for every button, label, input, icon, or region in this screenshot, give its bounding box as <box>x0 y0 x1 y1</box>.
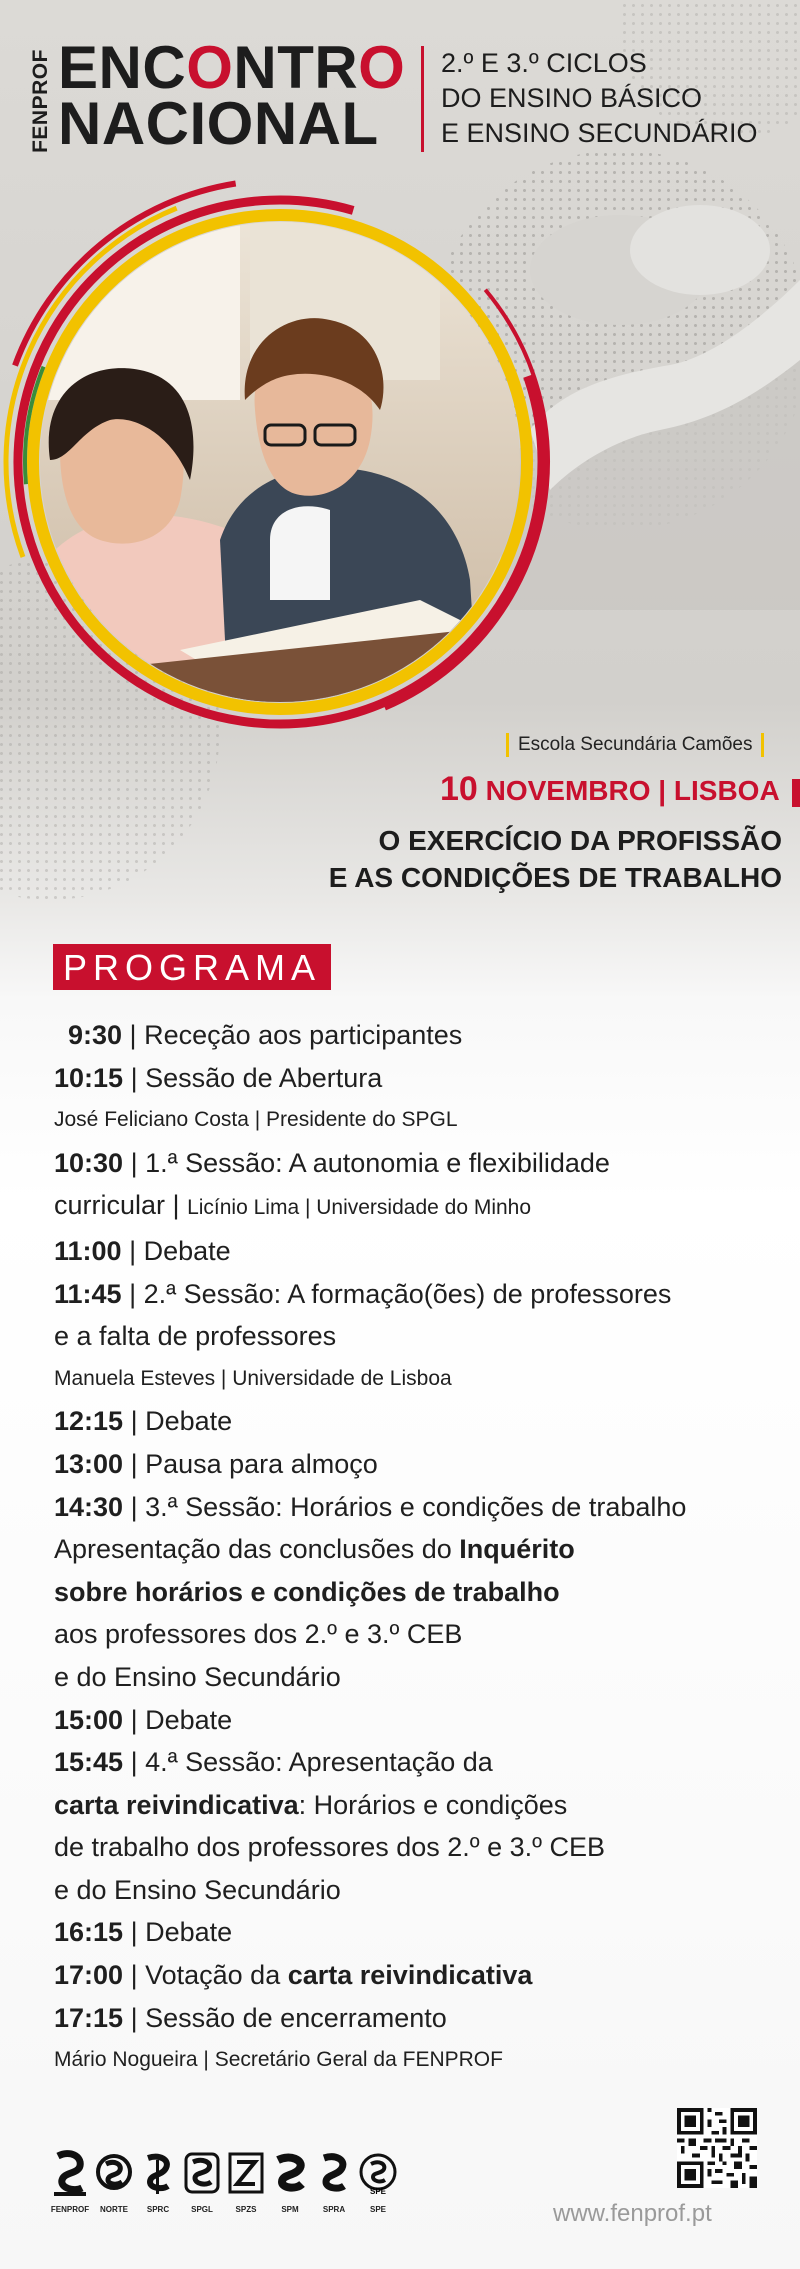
programme-bold-text: carta reivindicativa <box>287 1960 533 1991</box>
programme-line <box>54 1656 784 1699</box>
event-title-line2: NACIONAL <box>58 90 379 157</box>
programme-text: Sessão de encerramento <box>145 2002 447 2033</box>
event-date-day: 10 <box>440 770 478 808</box>
event-title <box>58 34 406 157</box>
programme-speaker <box>54 2039 784 2082</box>
spra-logo: SPRA <box>314 2150 354 2214</box>
theme-line: O EXERCÍCIO DA PROFISSÃO <box>378 825 782 856</box>
programme-line: 9:30 | Receção aos participantes <box>68 1020 463 1050</box>
programme-line <box>54 1315 784 1358</box>
programme-heading: PROGRAMA <box>53 944 331 990</box>
programme-bold-text: carta reivindicativa <box>54 1789 299 1820</box>
programme-speaker <box>54 1358 784 1401</box>
programme-line: 17:15 | Sessão de encerramento <box>54 2002 447 2033</box>
programme-time: 17:15 <box>54 2002 124 2033</box>
event-date-month-city: NOVEMBRO | LISBOA <box>485 775 779 806</box>
programme-text: de trabalho dos professores dos 2.º e 3.º CEB <box>54 1832 606 1863</box>
venue-bar-left <box>506 733 509 757</box>
programme-time: 10:15 <box>54 1062 124 1093</box>
programme-text: e do Ensino Secundário <box>54 1661 341 1692</box>
students-photo-circle <box>0 180 560 740</box>
spgl-logo: SPGL <box>182 2150 222 2214</box>
programme-text: Pausa para almoço <box>145 1448 378 1479</box>
speaker-text: Licínio Lima | Universidade do Minho <box>187 1196 532 1220</box>
union-logos <box>50 2150 420 2230</box>
programme-line <box>54 1571 784 1614</box>
programme-line: 17:00 | Votação da carta reivindicativa <box>54 1960 533 1991</box>
spzs-logo: SPZS <box>226 2150 266 2214</box>
speaker-text: Mário Nogueira | Secretário Geral da FENPROF <box>54 2048 503 2072</box>
event-subtitle <box>441 46 758 151</box>
event-theme <box>282 822 782 896</box>
programme-line: 10:30 | 1.ª Sessão: A autonomia e flexibilidade <box>54 1147 610 1178</box>
programme-time: 12:15 <box>54 1406 124 1437</box>
event-date <box>440 770 800 809</box>
students-photo <box>0 180 560 740</box>
programme-time: 15:45 <box>54 1747 124 1778</box>
programme-text: Debate <box>143 1235 231 1266</box>
programme-line <box>54 1784 784 1827</box>
programme-text: Sessão de Abertura <box>145 1062 383 1093</box>
programme-line: 14:30 | 3.ª Sessão: Horários e condições de trabalho <box>54 1491 687 1522</box>
qr-code[interactable] <box>677 2108 757 2188</box>
programme-text: Apresentação das conclusões do <box>54 1534 452 1565</box>
programme-text: Debate <box>145 1406 233 1437</box>
fenprof-vertical-label: FENPROF <box>29 49 52 153</box>
year-stamp <box>792 779 800 807</box>
programme-text: aos professores dos 2.º e 3.º CEB <box>54 1619 463 1650</box>
website-link[interactable]: www.fenprof.pt <box>553 2200 712 2227</box>
programme-line: 10:15 | Sessão de Abertura <box>54 1062 383 1093</box>
programme-text: Debate <box>145 1917 233 1948</box>
subtitle-line: DO ENSINO BÁSICO <box>441 83 703 113</box>
programme-time: 17:00 <box>54 1960 124 1991</box>
programme-line: 11:45 | 2.ª Sessão: A formação(ões) de professores <box>54 1278 672 1309</box>
sprc-logo: SPRC <box>138 2150 178 2214</box>
programme-line: 16:15 | Debate <box>54 1917 233 1948</box>
programme-time: 16:15 <box>54 1917 124 1948</box>
programme-line: 15:00 | Debate <box>54 1704 233 1735</box>
programme-bold-text: Inquérito <box>459 1534 575 1565</box>
speaker-text: Manuela Esteves | Universidade de Lisboa <box>54 1366 452 1390</box>
programme-line: 11:00 | Debate <box>54 1235 231 1266</box>
programme-text: 2.ª Sessão: A formação(ões) de professores <box>143 1278 672 1309</box>
programme-line <box>54 1826 784 1869</box>
programme-time: 11:45 <box>54 1278 122 1309</box>
programme-line <box>54 1869 784 1912</box>
programme-time: 13:00 <box>54 1448 124 1479</box>
programme-list <box>54 1014 784 2082</box>
theme-line: E AS CONDIÇÕES DE TRABALHO <box>328 862 782 893</box>
venue-text: Escola Secundária Camões <box>518 734 753 756</box>
subtitle-line: 2.º E 3.º CICLOS <box>441 48 647 78</box>
svg-text:SPE: SPE <box>369 2187 387 2196</box>
programme-line: 13:00 | Pausa para almoço <box>54 1448 378 1479</box>
spn-norte-logo: NORTE <box>94 2150 134 2214</box>
header <box>28 34 788 160</box>
venue-label <box>497 733 773 757</box>
venue-bar-right <box>761 733 764 757</box>
programme-line <box>54 1184 784 1230</box>
programme-speaker <box>54 1099 784 1142</box>
programme-text: Debate <box>145 1704 233 1735</box>
programme-text: curricular | <box>54 1190 180 1221</box>
programme-text: 1.ª Sessão: A autonomia e flexibilidade <box>145 1147 610 1178</box>
programme-text: : Horários e condições <box>298 1789 568 1820</box>
speaker-text: José Feliciano Costa | Presidente do SPGL <box>54 1108 458 1132</box>
programme-time: 14:30 <box>54 1491 124 1522</box>
programme-text: e do Ensino Secundário <box>54 1874 341 1905</box>
programme-line: 12:15 | Debate <box>54 1406 233 1437</box>
title-divider <box>421 46 424 152</box>
subtitle-line: E ENSINO SECUNDÁRIO <box>441 118 758 148</box>
programme-text: Votação da <box>145 1960 281 1991</box>
programme-text: e a falta de professores <box>54 1321 337 1352</box>
programme-text: 3.ª Sessão: Horários e condições de trabalho <box>145 1491 687 1522</box>
event-title-line1: ENCONTRO <box>58 34 406 101</box>
programme-line: 15:45 | 4.ª Sessão: Apresentação da <box>54 1747 493 1778</box>
programme-time: 9:30 <box>68 1020 123 1050</box>
fenprof-logo: FENPROF <box>50 2150 90 2214</box>
programme-text: 4.ª Sessão: Apresentação da <box>145 1747 493 1778</box>
programme-time: 15:00 <box>54 1704 124 1735</box>
programme-time: 11:00 <box>54 1235 122 1266</box>
programme-line <box>54 1528 784 1571</box>
programme-text: Receção aos participantes <box>144 1020 463 1050</box>
spe-logo: SPE SPE <box>358 2150 398 2214</box>
programme-line <box>54 1613 784 1656</box>
programme-bold-text: sobre horários e condições de trabalho <box>54 1576 560 1607</box>
programme-time: 10:30 <box>54 1147 124 1178</box>
spm-logo: SPM <box>270 2150 310 2214</box>
